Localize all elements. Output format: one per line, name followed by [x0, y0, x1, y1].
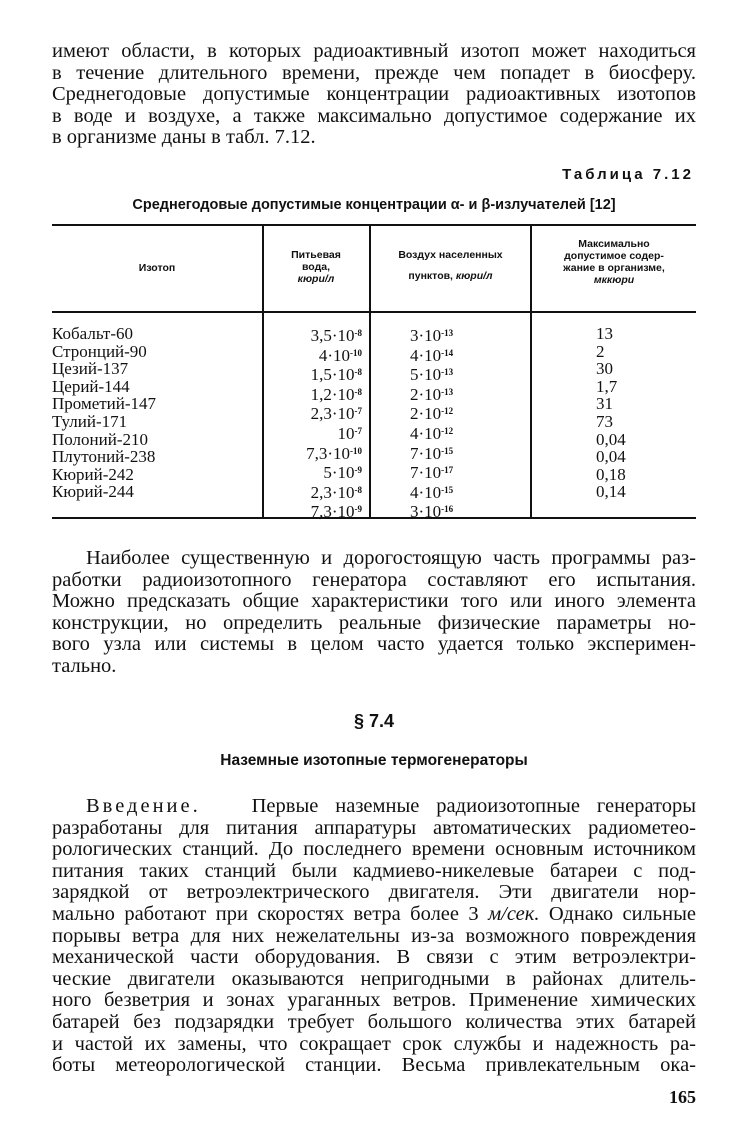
text-line: разработаны для питания аппаратуры автоматических радиометео- [52, 816, 696, 839]
water-column [266, 325, 362, 521]
air-concentration: $4\cdot 10^{-14}$ [410, 345, 454, 365]
water-concentration: $3,5\cdot 10^{-8}$ [310, 326, 362, 345]
water-concentration: $1,5\cdot 10^{-8}$ [310, 365, 362, 385]
isotope-column [52, 325, 257, 501]
max-content-value: 73 [596, 411, 613, 431]
text-line: конструкции, но определить реальные физические параметры но- [52, 611, 696, 634]
header-drinking-water: Питьевая вода, кюри/л [291, 249, 341, 285]
isotope-name: Кюрий-244 [52, 482, 134, 502]
table-label: Таблица 7.12 [562, 166, 694, 183]
text-line: ческие двигатели оказываются непригодными в районах длитель- [52, 967, 696, 990]
lead-word: Введение. [86, 795, 201, 817]
air-concentration: $3\cdot 10^{-16}$ [410, 502, 454, 522]
text-line: работки радиоизотопного генератора составляют его испытания. [52, 568, 696, 591]
intro-paragraph [52, 41, 696, 149]
water-concentration: $4\cdot 10^{-10}$ [318, 345, 362, 365]
text-line: порывы ветра для них нежелательны из-за возможного повреждения [52, 924, 696, 947]
air-concentration: $5\cdot 10^{-13}$ [410, 365, 454, 385]
text-line: вого узла или системы в целом часто удается только эксперимен- [52, 633, 696, 656]
isotope-name: Полоний-210 [52, 429, 148, 449]
air-concentration: $2\cdot 10^{-13}$ [410, 384, 454, 404]
table-header-rule [52, 311, 696, 313]
water-concentration: $2,3\cdot 10^{-8}$ [310, 482, 362, 502]
max-content-value: 30 [596, 359, 613, 379]
table-title: Среднегодовые допустимые концентрации α- и β-излучателей [12] [132, 197, 616, 213]
air-concentration: $4\cdot 10^{-15}$ [410, 482, 454, 502]
air-concentration: $7\cdot 10^{-17}$ [410, 463, 454, 483]
max-content-value: 0,18 [596, 464, 626, 484]
text-line: в течение длительного времени, прежде чем попадет в биосферу. [52, 61, 696, 84]
max-content-value: 0,04 [596, 447, 626, 467]
section-title: Наземные изотопные термогенераторы [220, 752, 528, 769]
max-content-column [596, 325, 686, 501]
isotope-name: Церий-144 [52, 376, 130, 396]
isotope-name: Цезий-137 [52, 359, 129, 379]
text-line: механической части оборудования. В связи с этим ветроэлектри- [52, 946, 696, 969]
max-content-value: 31 [596, 394, 613, 414]
air-concentration: $3\cdot 10^{-13}$ [410, 326, 454, 345]
water-concentration: $7,3\cdot 10^{-9}$ [310, 502, 362, 522]
water-concentration: $2,3\cdot 10^{-7}$ [310, 404, 362, 424]
air-concentration: $7\cdot 10^{-15}$ [410, 443, 454, 463]
max-content-value: 2 [596, 341, 605, 361]
text-line: батарей без подзарядки требует большого количества этих батарей [52, 1010, 696, 1033]
text-line: и частой их замены, что сокращает срок службы и надежность ра- [52, 1032, 696, 1055]
max-content-value: 1,7 [596, 376, 618, 396]
water-concentration: $7,3\cdot 10^{-10}$ [306, 443, 362, 463]
water-concentration: $10^{-7}$ [337, 423, 362, 443]
text-line: Наиболее существенную и дорогостоящую часть программы раз- [86, 547, 696, 569]
header-air: Воздух населенных пунктов, кюри/л [398, 249, 503, 282]
text-line: в организме даны в табл. 7.12. [52, 126, 316, 149]
max-content-value: 13 [596, 324, 613, 343]
text-line: Среднегодовые допустимые концентрации радиоактивных изотопов [52, 83, 696, 106]
intro-section-paragraph [52, 796, 696, 1077]
isotope-name: Плутоний-238 [52, 447, 156, 467]
middle-paragraph [52, 548, 696, 678]
text-line: имеют области, в которых радиоактивный изотоп может находиться [52, 40, 696, 62]
text-line: мально работают при скоростях ветра более 3 м/сек. Однако сильные [52, 902, 696, 925]
isotope-name: Тулий-171 [52, 411, 128, 431]
text-line: боты метеорологической станции. Весьма привлекательным ока- [52, 1054, 696, 1077]
text-line: зарядкой от ветроэлектрического двигателя. Эти двигатели нор- [52, 881, 696, 904]
water-concentration: $5\cdot 10^{-9}$ [323, 463, 362, 483]
isotope-name: Кобальт-60 [52, 324, 134, 343]
text-line: Введение. Первые наземные радиоизотопные генераторы [86, 795, 696, 817]
header-isotope: Изотоп [138, 262, 176, 274]
air-concentration: $4\cdot 10^{-12}$ [410, 423, 454, 443]
isotope-name: Стронций-90 [52, 341, 147, 361]
page-number: 165 [669, 1087, 696, 1107]
table-bottom-rule [52, 517, 696, 519]
table-top-rule [52, 224, 696, 226]
text-line: в воде и воздухе, а также максимально допустимое содержание их [52, 104, 696, 127]
text-line: ного безветрия и зонах ураганных ветров. Применение химических [52, 989, 696, 1012]
max-content-value: 0,04 [596, 429, 626, 449]
text-line: питания таких станций были кадмиево-никелевые батареи с под- [52, 859, 696, 882]
text-line: тально. [52, 654, 117, 677]
section-number: § 7.4 [353, 711, 395, 731]
air-column [410, 325, 525, 521]
isotope-name: Кюрий-242 [52, 464, 134, 484]
max-content-value: 0,14 [596, 482, 626, 502]
air-concentration: $2\cdot 10^{-12}$ [410, 404, 454, 424]
text-line: рологических станций. До последнего времени основным источником [52, 838, 696, 861]
isotope-name: Прометий-147 [52, 394, 157, 414]
water-concentration: $1,2\cdot 10^{-8}$ [310, 384, 362, 404]
text-line: Можно предсказать общие характеристики того или иного элемента [52, 590, 696, 613]
header-max-content: Максимально допустимое содер- жание в организме, мккюри [563, 238, 665, 286]
